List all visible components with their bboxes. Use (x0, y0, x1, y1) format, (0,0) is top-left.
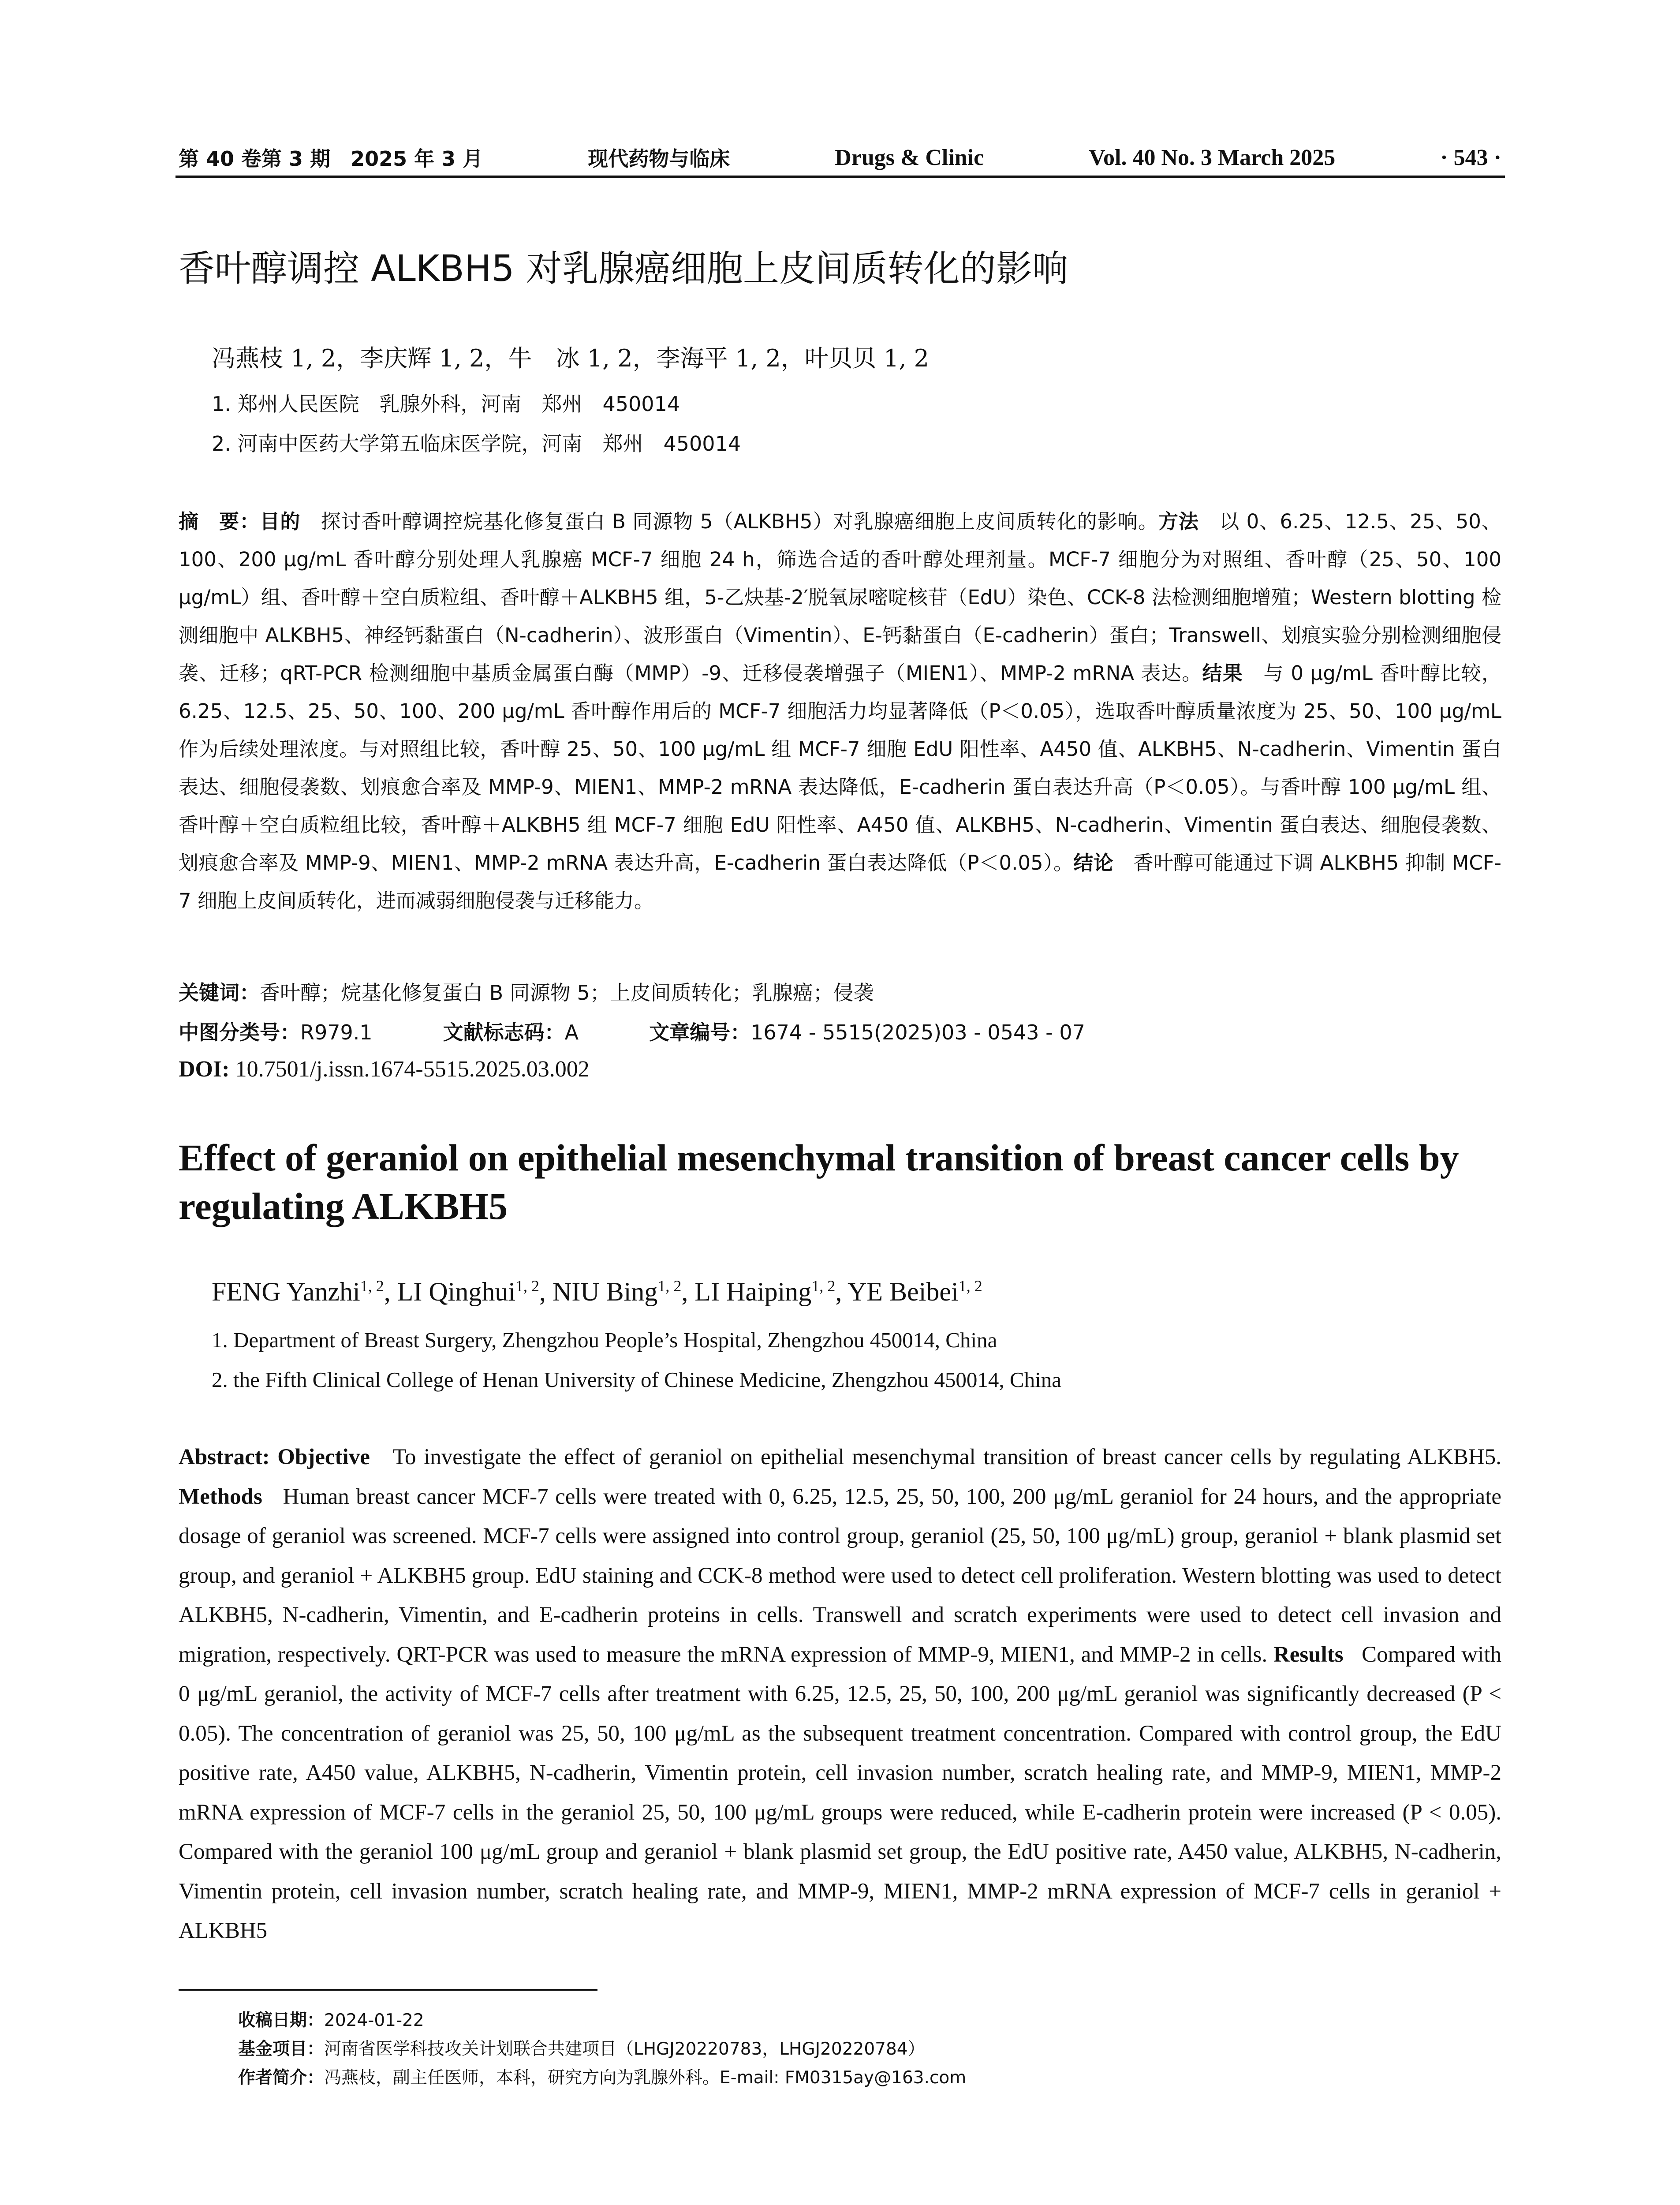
abstract-en (179, 1438, 1501, 1951)
keywords-zh (179, 977, 874, 1006)
conclusion-zh: 香叶醇可能通过下调 ALKBH5 抑制 MCF-7 细胞上皮间质转化，进而减弱细胞侵袭与迁移能力。 (179, 851, 1501, 912)
author-bio-text: 冯燕枝，副主任医师，本科，研究方向为乳腺外科。E-mail: FM0315ay@163.com (324, 2068, 967, 2088)
doi-label: DOI: (179, 1057, 230, 1082)
abstract-en-label: Abstract: Objective (179, 1445, 370, 1469)
doi-line (179, 1056, 590, 1082)
objective-en: To investigate the effect of geraniol on epithelial mesenchymal transition of breast cancer cells by regulating ALKBH5. (392, 1445, 1502, 1469)
affiliation-zh-2: 2. 河南中医药大学第五临床医学院，河南 郑州 450014 (212, 432, 741, 456)
footnote-author (238, 2064, 966, 2089)
clc-value: R979.1 (300, 1020, 373, 1044)
author-en-2: LI Qinghui (397, 1277, 516, 1306)
footnote-received (238, 2007, 424, 2031)
authors-zh: 冯燕枝 1, 2，李庆辉 1, 2，牛 冰 1, 2，李海平 1, 2，叶贝贝 1, 2 (212, 344, 930, 372)
header-issue-zh: 第 40 卷第 3 期 2025 年 3 月 (179, 147, 483, 171)
results-en-label: Results (1273, 1642, 1344, 1667)
doi-value[interactable]: 10.7501/j.issn.1674-5515.2025.03.002 (235, 1057, 590, 1082)
keywords-zh-label: 关键词： (179, 981, 260, 1005)
header-issue-en: Vol. 40 No. 3 March 2025 (1089, 145, 1336, 170)
title-en: Effect of geraniol on epithelial mesenchymal transition of breast cancer cells by regulating ALKBH5 (179, 1136, 1459, 1227)
conclusion-zh-label: 结论 (1073, 851, 1114, 875)
received-date: 2024-01-22 (324, 2011, 424, 2030)
header-journal-en: Drugs & Clinic (835, 145, 984, 170)
objective-zh-label: 目的 (260, 510, 301, 533)
methods-zh: 以 0、6.25、12.5、25、50、100、200 μg/mL 香叶醇分别处理人乳腺癌 MCF-7 细胞 24 h，筛选合适的香叶醇处理剂量。MCF-7 细胞分为对照组、香叶醇（25、50、100 μg/mL）组、香叶醇＋空白质粒组、香叶醇＋ALKBH5 组，5-乙炔基-2′脱氧尿嘧啶核苷（EdU）染色、CCK-8 法检测细胞增殖；Western blotting 检测细胞中 ALKBH5、神经钙黏蛋白（N-cadherin）、波形蛋白（Vimentin）、E-钙黏蛋白（E-cadherin）蛋白；Transwell、划痕实验分别检测细胞侵袭、迁移；qRT-PCR 检测细胞中基质金属蛋白酶（MMP）-9、迁移侵袭增强子（MIEN1）、MMP-2 mRNA 表达。 (179, 510, 1501, 685)
author-en-5: YE Beibei (847, 1277, 959, 1306)
abstract-zh (179, 503, 1501, 920)
affiliation-en-2: 2. the Fifth Clinical College of Henan University of Chinese Medicine, Zhengzhou 450014, China (212, 1368, 1061, 1392)
results-en: Compared with 0 μg/mL geraniol, the activity of MCF-7 cells after treatment with 6.25, 12.5, 25, 50, 100, 200 μg/mL geraniol was significantly decreased (P < 0.05). The concentration of geraniol was 25, 50, 100 μg/mL as the subsequent treatment concentration. Compared with control group, the EdU positive rate, A450 value, ALKBH5, N-cadherin, Vimentin protein, cell invasion number, scratch healing rate, and MMP-9, MIEN1, MMP-2 mRNA expression of MCF-7 cells in the geraniol 25, 50, 100 μg/mL groups were reduced, while E-cadherin protein were increased (P < 0.05). Compared with the geraniol 100 μg/mL group and geraniol + blank plasmid set group, the EdU positive rate, A450 value, ALKBH5, N-cadherin, Vimentin protein, cell invasion number, scratch healing rate, and MMP-9, MIEN1, MMP-2 mRNA expression of MCF-7 cells in geraniol + ALKBH5 (179, 1642, 1501, 1943)
header-journal-zh: 现代药物与临床 (588, 147, 730, 171)
doc-code-label: 文献标志码： (443, 1020, 565, 1044)
methods-en: Human breast cancer MCF-7 cells were treated with 0, 6.25, 12.5, 25, 50, 100, 200 μg/mL geraniol for 24 hours, and the appropriate dosage of geraniol was screened. MCF-7 cells were assigned into control group, geraniol (25, 50, 100 μg/mL) group, geraniol + blank plasmid set group, and geraniol + ALKBH5 group. EdU staining and CCK-8 method were used to detect cell proliferation. Western blotting was used to detect ALKBH5, N-cadherin, Vimentin, and E-cadherin proteins in cells. Transwell and scratch experiments were used to detect cell invasion and migration, respectively. QRT-PCR was used to measure the mRNA expression of MMP-9, MIEN1, and MMP-2 in cells. (179, 1484, 1501, 1667)
article-no-label: 文章编号： (649, 1020, 751, 1044)
author-bio-label: 作者简介： (238, 2068, 325, 2088)
authors-en: FENG Yanzhi$^{1, 2}$, LI Qinghui$^{1, 2}$, NIU Bing$^{1, 2}$, LI Haiping$^{1, 2}$, YE Beibei$^{1, 2}$ (212, 1277, 982, 1306)
affiliation-zh-1: 1. 郑州人民医院 乳腺外科，河南 郑州 450014 (212, 392, 680, 416)
author-en-2-sup: 1, 2 (515, 1277, 540, 1295)
fund-text: 河南省医学科技攻关计划联合共建项目（LHGJ20220783，LHGJ20220784） (324, 2039, 925, 2059)
footnote-rule (179, 1989, 597, 1991)
author-en-3: NIU Bing (553, 1277, 658, 1306)
results-zh-label: 结果 (1202, 662, 1243, 685)
header-page-number: · 543 · (1440, 145, 1501, 170)
received-label: 收稿日期： (238, 2011, 325, 2030)
fund-label: 基金项目： (238, 2039, 325, 2059)
objective-zh: 探讨香叶醇调控烷基化修复蛋白 B 同源物 5（ALKBH5）对乳腺癌细胞上皮间质转化的影响。 (321, 510, 1158, 533)
author-en-1: FENG Yanzhi (212, 1277, 360, 1306)
running-header (179, 142, 1501, 173)
footnote-fund (238, 2035, 925, 2060)
author-en-1-sup: 1, 2 (360, 1277, 384, 1295)
abstract-zh-label: 摘 要： (179, 510, 260, 533)
title-zh: 香叶醇调控 ALKBH5 对乳腺癌细胞上皮间质转化的影响 (179, 248, 1068, 290)
author-en-5-sup: 1, 2 (958, 1277, 982, 1295)
author-en-4: LI Haiping (694, 1277, 812, 1306)
author-en-4-sup: 1, 2 (811, 1277, 836, 1295)
methods-zh-label: 方法 (1158, 510, 1199, 533)
article-no-value: 1674 - 5515(2025)03 - 0543 - 07 (750, 1020, 1085, 1044)
affiliation-en-1: 1. Department of Breast Surgery, Zhengzhou People’s Hospital, Zhengzhou 450014, China (212, 1328, 997, 1352)
methods-en-label: Methods (179, 1484, 262, 1509)
classification-line (179, 1017, 1085, 1046)
clc-label: 中图分类号： (179, 1020, 300, 1044)
results-zh: 与 0 μg/mL 香叶醇比较，6.25、12.5、25、50、100、200 μg/mL 香叶醇作用后的 MCF-7 细胞活力均显著降低（P＜0.05），选取香叶醇质量浓度为 25、50、100 μg/mL 作为后续处理浓度。与对照组比较，香叶醇 25、50、100 μg/mL 组 MCF-7 细胞 EdU 阳性率、A450 值、ALKBH5、N-cadherin、Vimentin 蛋白表达、细胞侵袭数、划痕愈合率及 MMP-9、MIEN1、MMP-2 mRNA 表达降低，E-cadherin 蛋白表达升高（P＜0.05）。与香叶醇 100 μg/mL 组、香叶醇＋空白质粒组比较，香叶醇＋ALKBH5 组 MCF-7 细胞 EdU 阳性率、A450 值、ALKBH5、N-cadherin、Vimentin 蛋白表达、细胞侵袭数、划痕愈合率及 MMP-9、MIEN1、MMP-2 mRNA 表达升高，E-cadherin 蛋白表达降低（P＜0.05）。 (179, 662, 1501, 875)
header-rule (175, 176, 1505, 178)
doc-code-value: A (564, 1020, 579, 1044)
author-en-3-sup: 1, 2 (657, 1277, 682, 1295)
keywords-zh-text: 香叶醇；烷基化修复蛋白 B 同源物 5；上皮间质转化；乳腺癌；侵袭 (260, 981, 874, 1005)
